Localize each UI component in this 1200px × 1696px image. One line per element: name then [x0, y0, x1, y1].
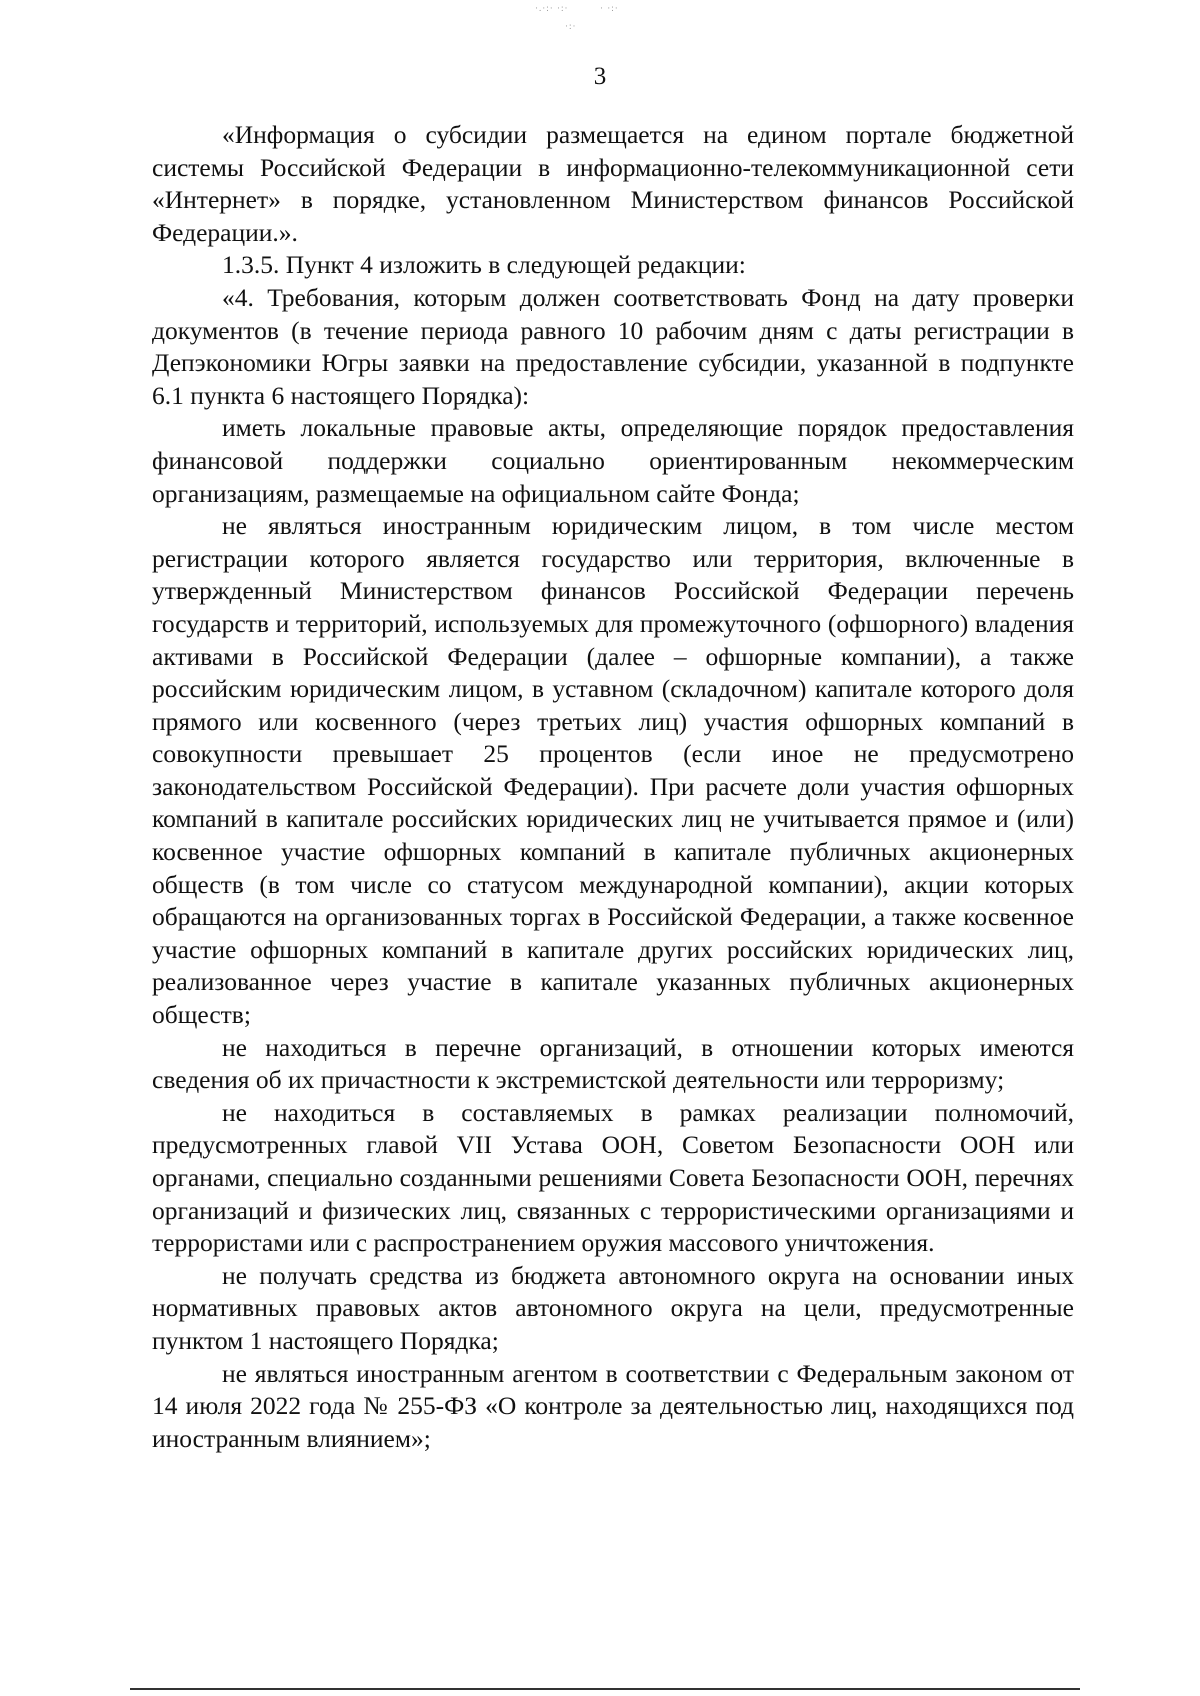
paragraph: не находиться в перечне организаций, в отношении которых имеются сведения об их причастности к экстремистской деятельности или терроризму;	[152, 1032, 1074, 1095]
paragraph: не являться иностранным юридическим лицом, в том числе местом регистрации которого является государство или территория, включенные в утвержденный Министерством финансов Российской Федерации перечень государств и территорий, используемых для промежуточного (офшорного) владения активами в Российской Федерации (далее – офшорные компании), а также российским юридическим лицом, в уставном (складочном) капитале которого доля прямого или косвенного (через третьих лиц) участия офшорных компаний в совокупности превышает 25 процентов (если иное не предусмотрено законодательством Российской Федерации). При расчете доли участия офшорных компаний в капитале российских юридических лиц не учитывается прямое и (или) косвенное участие офшорных компаний в капитале публичных акционерных обществ (в том числе со статусом международной компании), акции которых обращаются на организованных торгах в Российской Федерации, а также косвенное участие офшорных компаний в капитале других российских юридических лиц, реализованное через участие в капитале указанных публичных акционерных обществ;	[152, 511, 1074, 1030]
page-number: 3	[593, 63, 607, 90]
scan-artifact: ·.·:· ·:·	[535, 3, 569, 13]
page-bottom-edge	[130, 1688, 1080, 1690]
paragraph: не находиться в составляемых в рамках реализации полномочий, предусмотренных главой VII Устава ООН, Советом Безопасности ООН или органами, специально созданными решениями Совета Безопасности ООН, перечнях организаций и физических лиц, связанных с террористическими организациями и террористами или с распространением оружия массового уничтожения.	[152, 1097, 1074, 1258]
paragraph: «4. Требования, которым должен соответствовать Фонд на дату проверки документов (в течение периода равного 10 рабочим дням с даты регистрации в Депэкономики Югры заявки на предоставление субсидии, указанной в подпункте 6.1 пункта 6 настоящего Порядка):	[152, 282, 1074, 410]
scan-artifact: ·:·	[565, 21, 577, 31]
paragraph: 1.3.5. Пункт 4 изложить в следующей редакции:	[222, 250, 746, 280]
scan-artifact: · ·:·	[600, 3, 619, 13]
document-body	[152, 119, 1074, 1455]
paragraph: не получать средства из бюджета автономного округа на основании иных нормативных правовых актов автономного округа на цели, предусмотренные пунктом 1 настоящего Порядка;	[152, 1260, 1074, 1355]
paragraph: не являться иностранным агентом в соответствии с Федеральным законом от 14 июля 2022 года № 255-ФЗ «О контроле за деятельностью лиц, находящихся под иностранным влиянием»;	[152, 1358, 1074, 1453]
paragraph: «Информация о субсидии размещается на едином портале бюджетной системы Российской Федерации в информационно-телекоммуникационной сети «Интернет» в порядке, установленном Министерством финансов Российской Федерации.».	[152, 120, 1074, 247]
paragraph: иметь локальные правовые акты, определяющие порядок предоставления финансовой поддержки социально ориентированным некоммерческим организациям, размещаемые на официальном сайте Фонда;	[152, 413, 1074, 508]
